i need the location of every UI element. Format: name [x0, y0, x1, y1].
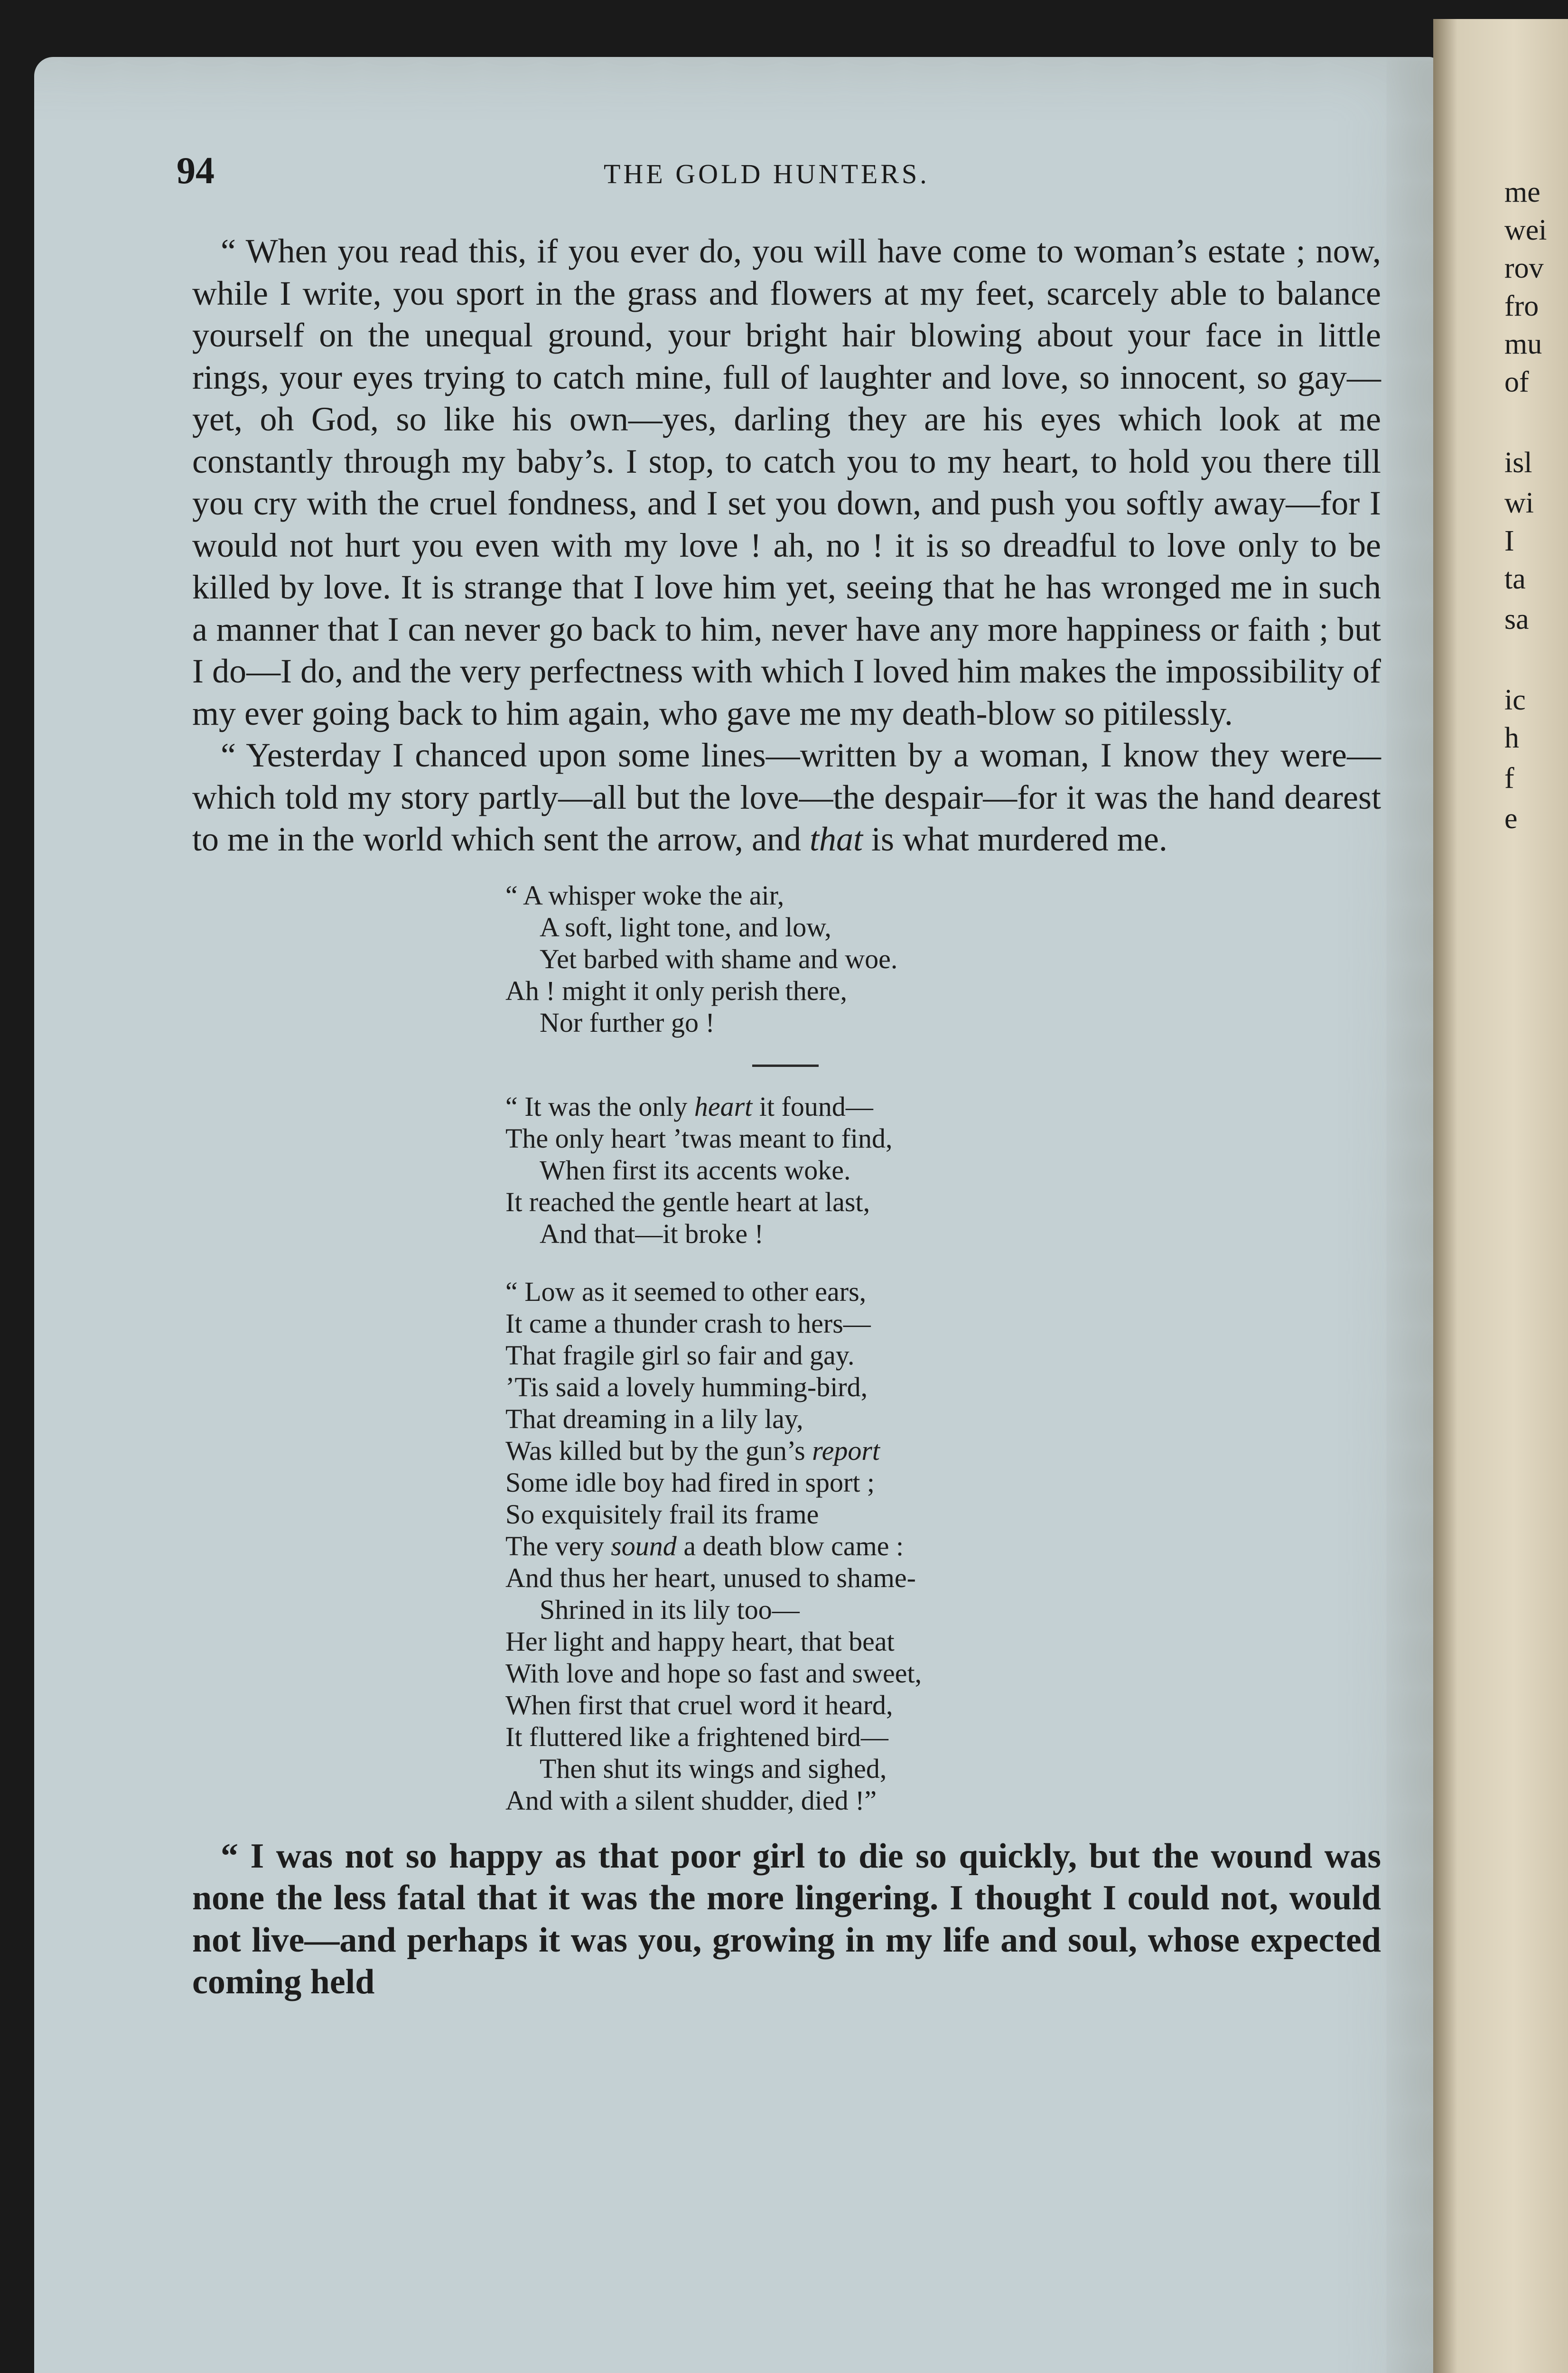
poem-line-part: a death blow came :	[676, 1530, 904, 1561]
poem-line: Ah ! might it only perish there,	[505, 975, 848, 1006]
facing-page-fragment: me	[1504, 176, 1540, 208]
running-title: THE GOLD HUNTERS.	[604, 159, 930, 189]
facing-page-fragment: h	[1504, 722, 1519, 754]
facing-page-fragment: of	[1504, 366, 1529, 398]
body-text	[192, 230, 1381, 2003]
facing-page-fragment: ta	[1504, 563, 1526, 595]
poem-line-part: The very	[505, 1530, 611, 1561]
facing-page-fragment: ic	[1504, 684, 1526, 716]
facing-page-fragment: fro	[1504, 290, 1539, 322]
poem-line: When first that cruel word it heard,	[505, 1689, 893, 1720]
stanza-divider	[752, 1065, 819, 1067]
emphasis-sound: sound	[611, 1530, 677, 1561]
poem-line: Shrined in its lily too—	[540, 1594, 800, 1625]
poem-line: A soft, light tone, and low,	[540, 911, 831, 943]
poem-line: It fluttered like a frightened bird—	[505, 1721, 888, 1752]
facing-page-edge	[1433, 19, 1568, 2373]
poem-line	[505, 1091, 1381, 1122]
poem-line: “ A whisper woke the air,	[505, 879, 784, 911]
poem-stanza-2	[505, 1091, 1381, 1250]
paragraph-final: “ I was not so happy as that poor girl to die so quickly, but the wound was none the less fatal that it was the more lingering. I thought I could not, would not live—and perhaps it was you, growing in my life and soul, whose expected coming held	[192, 1836, 1381, 2001]
poem-line: The only heart ’twas meant to find,	[505, 1122, 893, 1154]
page-number: 94	[177, 150, 215, 192]
paragraph-yesterday	[192, 734, 1381, 860]
facing-page-fragment: I	[1504, 525, 1514, 557]
poem-line	[505, 1530, 1381, 1562]
poem-line: And that—it broke !	[540, 1218, 764, 1249]
poem-line: It came a thunder crash to hers—	[505, 1308, 871, 1339]
poem-line: Then shut its wings and sighed,	[540, 1753, 887, 1784]
emphasis-that: that	[810, 820, 863, 858]
poem-line-part: Was killed but by the gun’s	[505, 1435, 812, 1466]
poem-line: That dreaming in a lily lay,	[505, 1403, 803, 1434]
poem-line: So exquisitely frail its frame	[505, 1498, 819, 1530]
poem-line	[505, 1435, 1381, 1467]
poem-line: Some idle boy had fired in sport ;	[505, 1467, 875, 1498]
poem-stanza-3	[505, 1276, 1381, 1816]
paragraph-yesterday-text: “ Yesterday I chanced upon some lines—written by a woman, I know they were—which told my story partly—all but the love—the despair—for it was the hand dearest to me in the world which sent the arrow, and	[192, 736, 1381, 858]
facing-page-fragment: mu	[1504, 328, 1542, 360]
facing-page-fragment: wi	[1504, 487, 1534, 519]
emphasis-report: report	[812, 1435, 880, 1466]
poem-line: When first its accents woke.	[540, 1154, 851, 1186]
facing-page-fragment: e	[1504, 803, 1518, 835]
poem-line: With love and hope so fast and sweet,	[505, 1657, 922, 1689]
facing-page-fragment: rov	[1504, 252, 1544, 284]
poem-line-part: it found—	[752, 1091, 873, 1122]
facing-page-fragment: isl	[1504, 447, 1532, 479]
facing-page-fragment: f	[1504, 762, 1514, 794]
poem-stanza-1	[505, 879, 1381, 1038]
poem-line: Her light and happy heart, that beat	[505, 1626, 895, 1657]
poem-line: ’Tis said a lovely humming-bird,	[505, 1371, 868, 1402]
poem	[505, 879, 1381, 1816]
poem-line: It reached the gentle heart at last,	[505, 1186, 870, 1217]
poem-line-part: “ It was the only	[505, 1091, 694, 1122]
paragraph-letter-opening: “ When you read this, if you ever do, you will have come to woman’s estate ; now, while I write, you sport in the grass and flowers at my feet, scarcely able to balance yourself on the unequal ground, your bright hair blowing about your face in little rings, your eyes trying to catch mine, full of laughter and love, so innocent, so gay—yet, oh God, so like his own—yes, darling they are his eyes which look at me constantly through my baby’s. I stop, to catch you to my heart, to hold you there till you cry with the cruel fondness, and I set you down, and push you softly away—for I would not hurt you even with my love ! ah, no ! it is so dreadful to love only to be killed by love. It is strange that I love him yet, seeing that he has wronged me in such a manner that I can never go back to him, never have any more happiness or faith ; but I do—I do, and the very perfectness with which I loved him makes the impossibility of my ever going back to him again, who gave me my death-blow so pitilessly.	[192, 232, 1381, 732]
facing-page-fragment: wei	[1504, 214, 1547, 246]
poem-line: And with a silent shudder, died !”	[505, 1784, 877, 1816]
page-header	[177, 149, 1429, 192]
poem-line: Nor further go !	[540, 1007, 715, 1038]
facing-page-fragment: sa	[1504, 603, 1529, 635]
poem-line: Yet barbed with shame and woe.	[540, 943, 898, 974]
poem-line: And thus her heart, unused to shame-	[505, 1562, 916, 1593]
poem-line: That fragile girl so fair and gay.	[505, 1339, 855, 1371]
paragraph-yesterday-end: is what murdered me.	[871, 820, 1167, 858]
emphasis-heart: heart	[694, 1091, 753, 1122]
poem-line: “ Low as it seemed to other ears,	[505, 1276, 867, 1307]
